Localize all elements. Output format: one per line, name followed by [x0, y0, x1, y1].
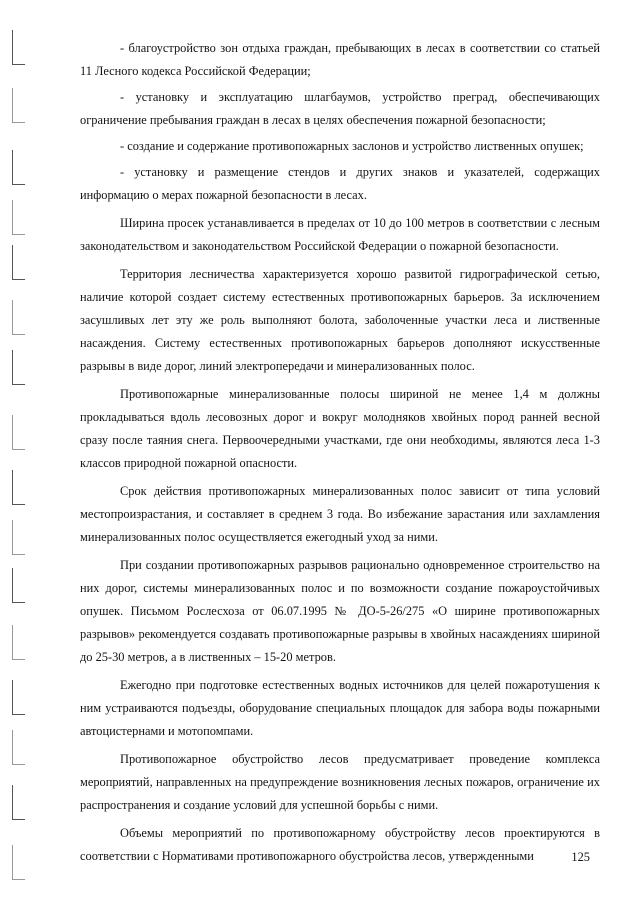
bullet-paragraph: - установку и эксплуатацию шлагбаумов, устройство преград, обеспечивающих ограничение пребывания граждан в лесах в целях обеспечения пожарной безопасности; — [80, 90, 600, 127]
margin-mark — [12, 245, 25, 280]
page-number: 125 — [571, 850, 590, 864]
margin-mark — [12, 88, 25, 123]
margin-mark — [12, 730, 25, 765]
margin-mark — [12, 150, 25, 185]
paragraph: При создании противопожарных разрывов рационально одновременное строительство на них дорог, системы минерализованных полос и по возможности создание пожароустойчивых опушек. Письмом Рослесхоза от 06.07.1995 № ДО-5-26/275 «О ширине противопожарных разрывов» рекомендуется создавать противопожарные разрывы в хвойных насаждениях шириной до 25-30 метров, а в лиственных – 15-20 метров. — [80, 558, 600, 664]
margin-mark — [12, 300, 25, 335]
bullet-paragraph: - создание и содержание противопожарных заслонов и устройство лиственных опушек; — [120, 139, 584, 153]
margin-mark — [12, 30, 25, 65]
paragraph: Противопожарное обустройство лесов предусматривает проведение комплекса мероприятий, направленных на предупреждение возникновения лесных пожаров, ограничение их распространения и создание условий для успешной борьбы с ними. — [80, 752, 600, 812]
margin-mark — [12, 520, 25, 555]
paragraph: Противопожарные минерализованные полосы шириной не менее 1,4 м должны прокладываться вдоль лесовозных дорог и вокруг молодняков хвойных пород ранней весной сразу после таяния снега. Первоочередными участками, где они необходимы, являются леса 1-3 классов природной пожарной опасности. — [80, 387, 600, 470]
margin-mark — [12, 568, 25, 603]
paragraph: Территория лесничества характеризуется хорошо развитой гидрографической сетью, наличие которой создает систему естественных противопожарных барьеров. За исключением засушливых лет эту же роль выполняют болота, заболоченные участки леса и лиственные насаждения. Систему естественных противопожарных барьеров дополняют искусственные разрывы в виде дорог, линий электропередачи и минерализованных полос. — [80, 267, 600, 373]
margin-mark — [12, 415, 25, 450]
margin-mark — [12, 350, 25, 385]
binding-margin-marks — [0, 0, 30, 905]
margin-mark — [12, 200, 25, 235]
paragraph: Объемы мероприятий по противопожарному обустройству лесов проектируются в соответствии с Нормативами противопожарного обустройства лесов, утвержденными — [80, 826, 600, 863]
margin-mark — [12, 785, 25, 820]
paragraph: Ежегодно при подготовке естественных водных источников для целей пожаротушения к ним устраиваются подъезды, оборудование специальных площадок для забора воды пожарными автоцистернами и мотопомпами. — [80, 678, 600, 738]
paragraph: Срок действия противопожарных минерализованных полос зависит от типа условий местопроизрастания, и составляет в среднем 3 года. Во избежание зарастания или захламления минерализованных полос осуществляется ежегодный уход за ними. — [80, 484, 600, 544]
paragraph: Ширина просек устанавливается в пределах от 10 до 100 метров в соответствии с лесным законодательством и законодательством Российской Федерации о пожарной безопасности. — [80, 216, 600, 253]
body-text — [80, 37, 600, 868]
margin-mark — [12, 625, 25, 660]
bullet-paragraph: - благоустройство зон отдыха граждан, пребывающих в лесах в соответствии со статьей 11 Лесного кодекса Российской Федерации; — [80, 41, 600, 78]
bullet-paragraph: - установку и размещение стендов и других знаков и указателей, содержащих информацию о мерах пожарной безопасности в лесах. — [80, 165, 600, 202]
margin-mark — [12, 845, 25, 880]
margin-mark — [12, 680, 25, 715]
margin-mark — [12, 470, 25, 505]
